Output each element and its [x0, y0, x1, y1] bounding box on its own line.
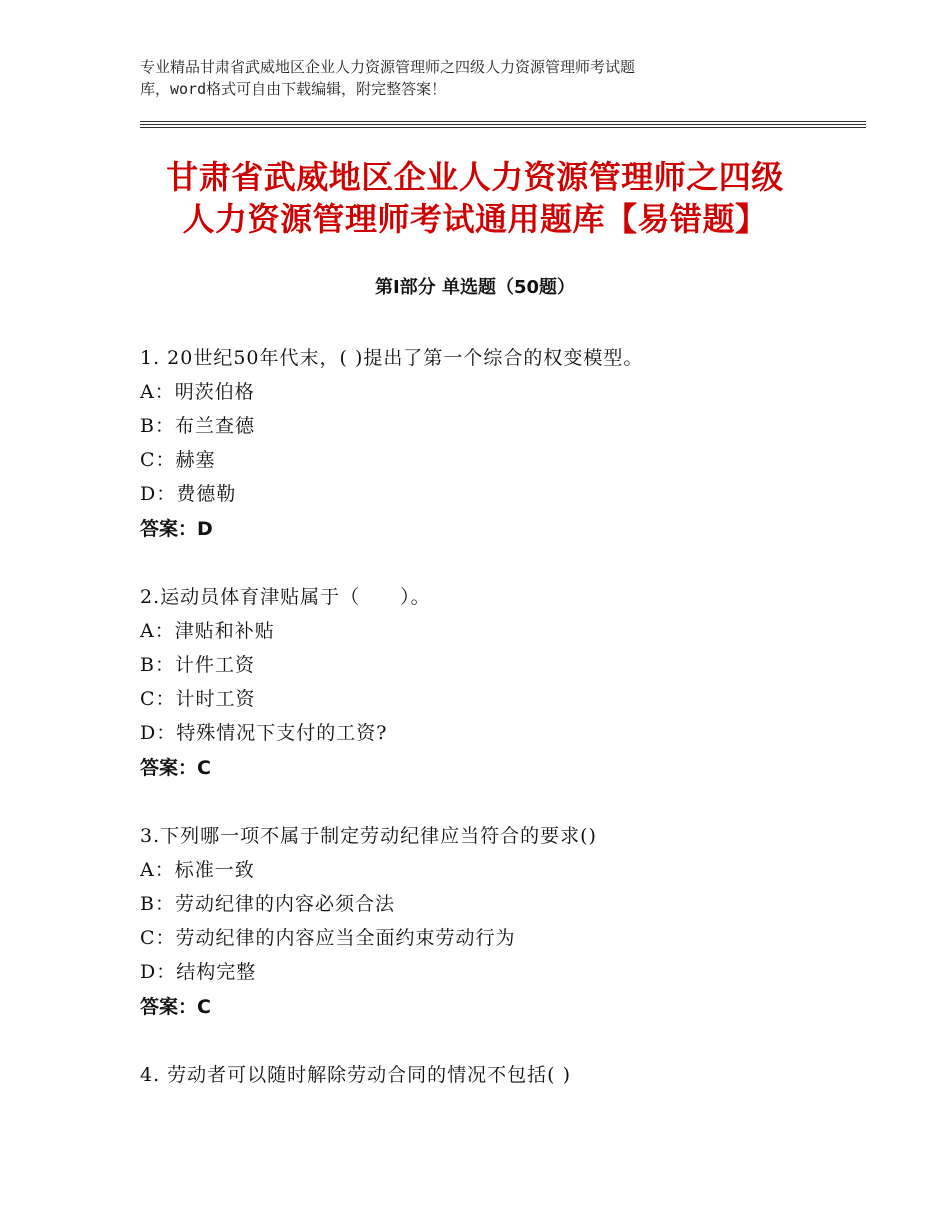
section-title: 第Ⅰ部分 单选题（50题）: [374, 277, 575, 298]
question-3-option-d: D：结构完整: [140, 961, 257, 983]
question-3-option-a: A：标准一致: [140, 859, 255, 881]
header-note-line-2: 库，word格式可自由下载编辑，附完整答案！: [140, 80, 447, 98]
header-divider-line: [140, 124, 866, 125]
question-2-option-a: A：津贴和补贴: [140, 620, 275, 642]
document-title: [140, 156, 810, 240]
question-2-answer: 答案：C: [140, 757, 211, 779]
question-2-option-b: B：计件工资: [140, 654, 255, 676]
question-4-stem: 4. 劳动者可以随时解除劳动合同的情况不包括( ): [140, 1064, 572, 1086]
question-2-option-c: C：计时工资: [140, 688, 256, 710]
header-note: [140, 56, 780, 100]
question-2-stem: 2.运动员体育津贴属于（ ）。: [140, 586, 431, 608]
question-1-option-b: B：布兰查德: [140, 415, 255, 437]
document-title-line-2: 人力资源管理师考试通用题库【易错题】: [182, 200, 768, 238]
question-3-answer: 答案：C: [140, 996, 211, 1018]
question-1-option-c: C：赫塞: [140, 449, 216, 471]
question-1-answer: 答案：D: [140, 518, 213, 540]
header-divider-line: [140, 121, 866, 122]
question-1-option-a: A：明茨伯格: [140, 381, 255, 403]
question-3-stem: 3.下列哪一项不属于制定劳动纪律应当符合的要求(): [140, 825, 597, 847]
question-3-option-c: C：劳动纪律的内容应当全面约束劳动行为: [140, 927, 516, 949]
question-2-option-d: D：特殊情况下支付的工资?: [140, 722, 388, 744]
question-3-option-b: B：劳动纪律的内容必须合法: [140, 893, 395, 915]
header-note-line-1: 专业精品甘肃省武威地区企业人力资源管理师之四级人力资源管理师考试题: [140, 58, 636, 76]
question-1-option-d: D：费德勒: [140, 483, 237, 505]
question-1-stem: 1. 20世纪50年代末，( )提出了第一个综合的权变模型。: [140, 347, 644, 369]
header-divider-line: [140, 127, 866, 128]
document-title-line-1: 甘肃省武威地区企业人力资源管理师之四级: [166, 158, 784, 196]
